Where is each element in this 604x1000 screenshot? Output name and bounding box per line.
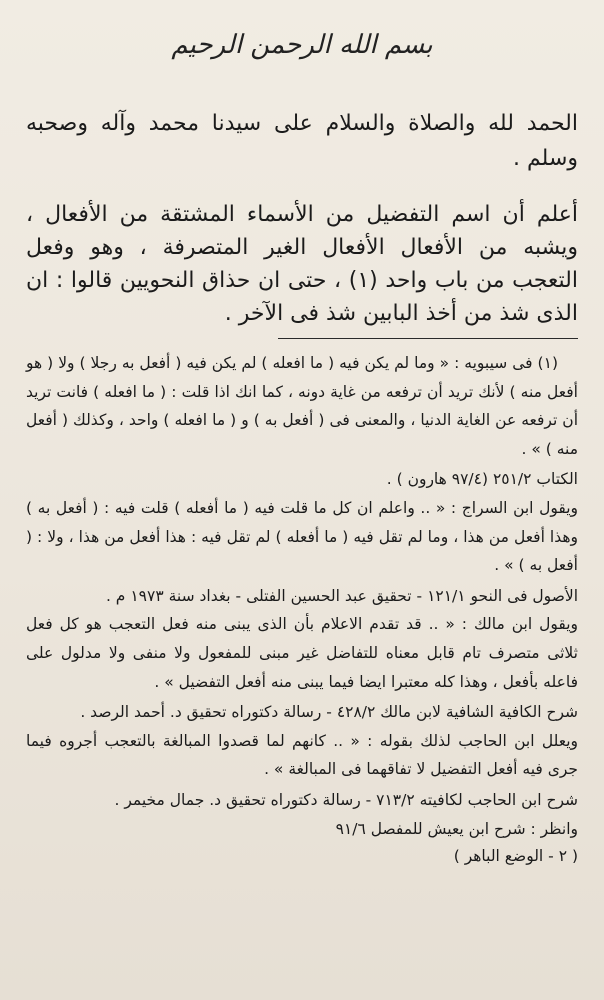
signature-mark: ( ٢ - الوضع الباهر ): [453, 847, 578, 866]
footnotes: [26, 349, 578, 843]
footnote-divider: [278, 338, 578, 339]
main-paragraph: أعلم أن اسم التفضيل من الأسماء المشتقة من الأفعال ، ويشبه من الأفعال الأفعال الغير المتصرفة ، وهو وفعل التعجب من باب واحد (١) ، حتى ان حذاق النحويين قالوا : ان الذى شذ من أخذ البابين شذ فى الآخر .: [26, 202, 578, 326]
footnote-ibn-hajib: ويعلل ابن الحاجب لذلك بقوله : « .. كانهم لما قصدوا المبالغة بالتعجب أجروه فيما جرى فيه أفعل التفضيل لا تفاقهما فى المبالغة » .: [26, 731, 578, 779]
footnote-ibn-malik: ويقول ابن مالك : « .. قد تقدم الاعلام بأن الذى يبنى منه فعل التعجب هو كل فعل ثلاثى متصرف تام قابل معناه للتفاضل غير مبنى للمفعول ولا منفى ولا مدلول على فاعله بأفعل ، وهذا كله معتبرا ايضا فيما يبنى منه أفعل التفضيل » .: [26, 615, 578, 691]
footnote-ibn-hajib-reference: شرح ابن الحاجب لكافيته ٧١٣/٢ - رسالة دكتوراه تحقيق د. جمال مخيمر .: [114, 790, 578, 809]
intro-paragraph: الحمد لله والصلاة والسلام على سيدنا محمد وآله وصحبه وسلم .: [26, 111, 578, 171]
footnote-sibawayh: (١) فى سيبويه : « وما لم يكن فيه ( ما افعله ) لم يكن فيه ( أفعل به رجلا ) ولا ( هو أفعل منه ) لأنك تريد أن ترفعه من غاية دونه ، كما انك اذا قلت : ( ما افعله ) فانت تريد أن ترفعه عن الغاية الدنيا ، والمعنى فى ( أفعل به ) و ( ما افعله ) واحد ، وكذلك ( أفعل منه ) » .: [26, 354, 578, 458]
footnote-ibn-sarraj-reference: الأصول فى النحو ١٢١/١ - تحقيق عبد الحسين الفتلى - بغداد سنة ١٩٧٣ م .: [105, 586, 578, 605]
basmala-heading: بسم الله الرحمن الرحيم: [171, 30, 433, 60]
footnote-ibn-malik-reference: شرح الكافية الشافية لابن مالك ٤٢٨/٢ - رسالة دكتوراه تحقيق د. أحمد الرصد .: [80, 703, 578, 722]
footnote-ibn-sarraj: ويقول ابن السراج : « .. واعلم ان كل ما قلت فيه ( ما أفعله ) قلت فيه : ( أفعل به ) وهذا أفعل من هذا ، وما لم تقل فيه ( ما أفعله ) لم تقل فيه : هذا أفعل من هذا ، ولا : ( أفعل به ) » .: [26, 498, 578, 575]
footnote-ibn-yaish-reference: وانظر : شرح ابن يعيش للمفصل ٩١/٦: [335, 819, 578, 838]
footnote-sibawayh-reference: الكتاب ٢٥١/٢ (٩٧/٤ هارون ) .: [386, 470, 578, 489]
